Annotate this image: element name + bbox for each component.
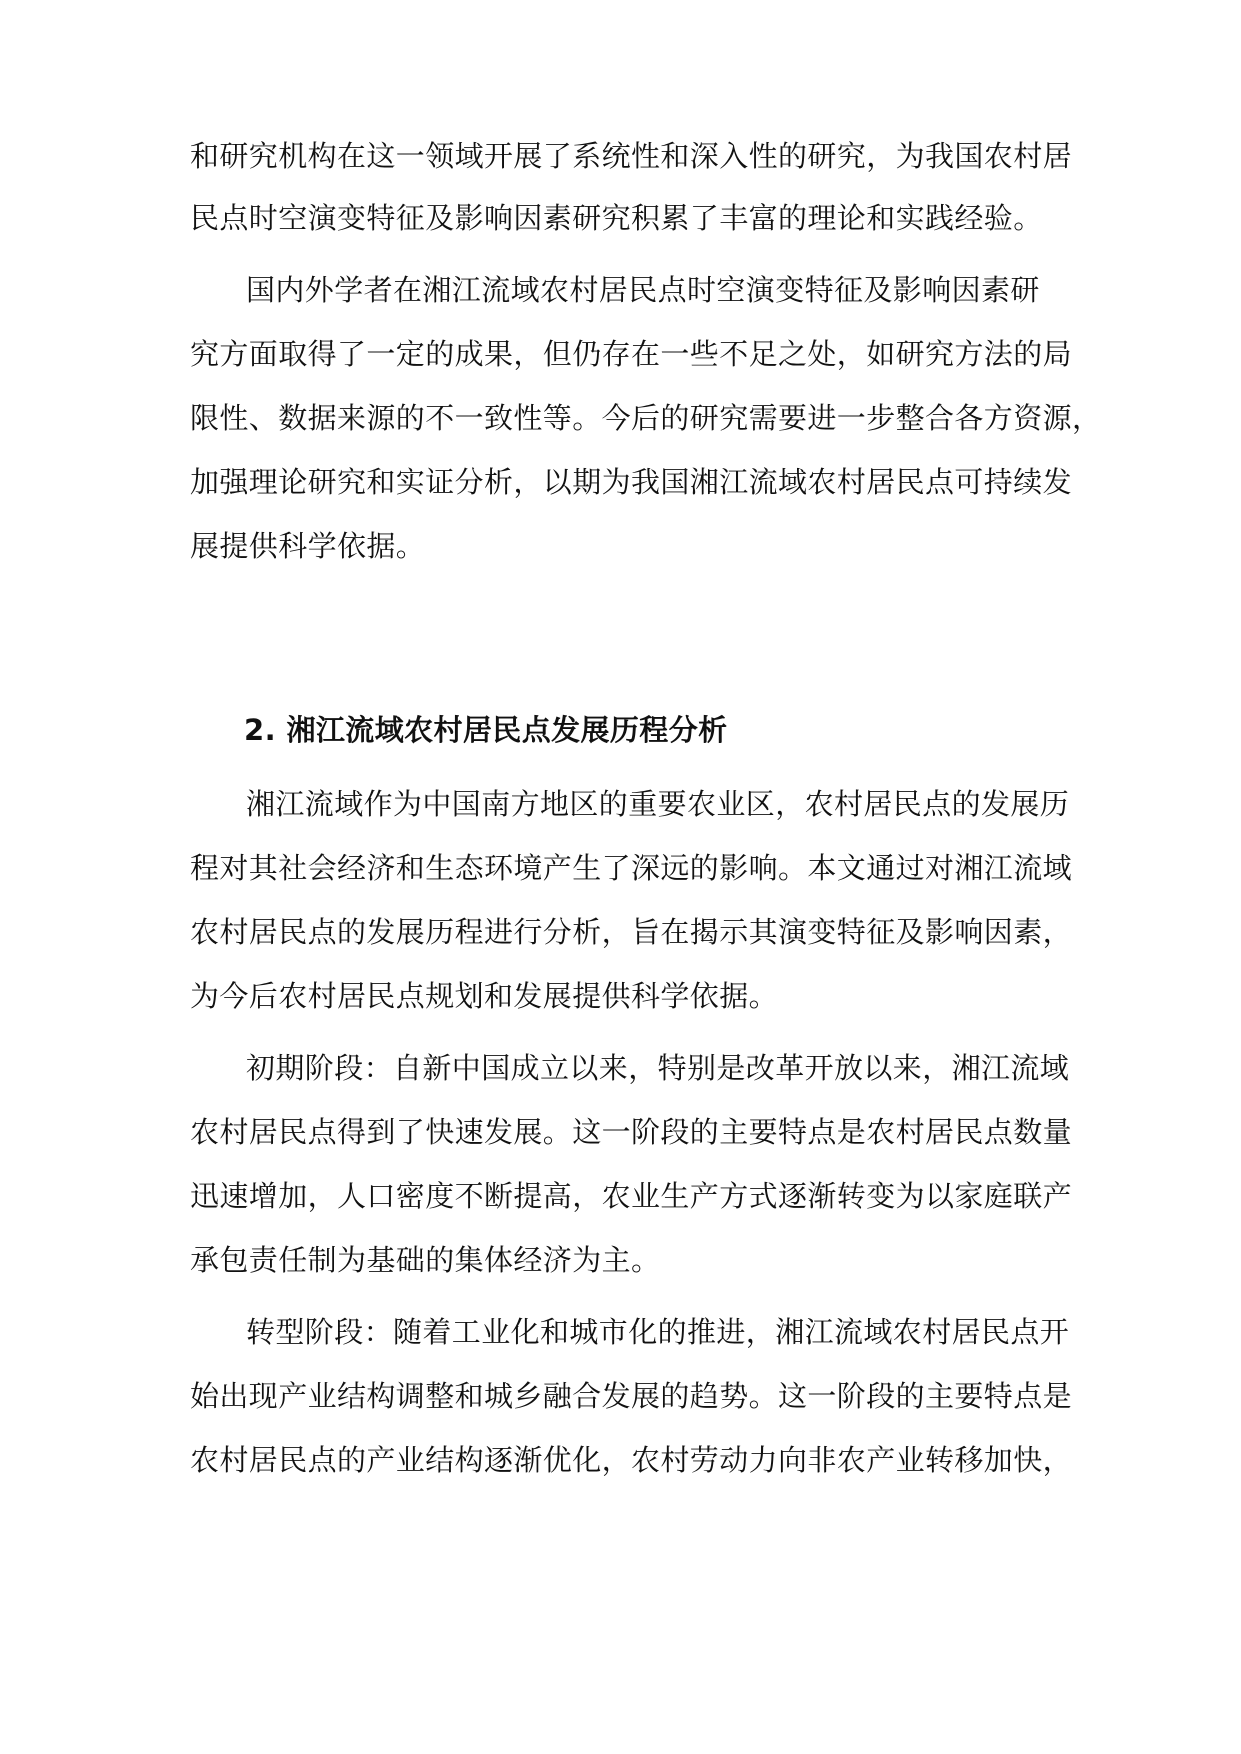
paragraph-4-line-1: 初期阶段：自新中国成立以来，特别是改革开放以来，湘江流域 bbox=[246, 1051, 1070, 1085]
paragraph-5-line-2: 始出现产业结构调整和城乡融合发展的趋势。这一阶段的主要特点是 bbox=[190, 1379, 1073, 1413]
paragraph-1-line-2: 民点时空演变特征及影响因素研究积累了丰富的理论和实践经验。 bbox=[190, 201, 1043, 235]
paragraph-2-line-2: 究方面取得了一定的成果，但仍存在一些不足之处，如研究方法的局 bbox=[190, 337, 1073, 371]
paragraph-5-line-1: 转型阶段：随着工业化和城市化的推进，湘江流域农村居民点开 bbox=[246, 1315, 1070, 1349]
paragraph-3-line-3: 农村居民点的发展历程进行分析，旨在揭示其演变特征及影响因素， bbox=[190, 915, 1073, 949]
paragraph-4-line-2: 农村居民点得到了快速发展。这一阶段的主要特点是农村居民点数量 bbox=[190, 1115, 1073, 1149]
paragraph-4-line-3: 迅速增加，人口密度不断提高，农业生产方式逐渐转变为以家庭联产 bbox=[190, 1179, 1073, 1213]
paragraph-2-line-4: 加强理论研究和实证分析，以期为我国湘江流域农村居民点可持续发 bbox=[190, 465, 1073, 499]
paragraph-2-line-1: 国内外学者在湘江流域农村居民点时空演变特征及影响因素研 bbox=[246, 273, 1040, 307]
paragraph-3-line-2: 程对其社会经济和生态环境产生了深远的影响。本文通过对湘江流域 bbox=[190, 851, 1073, 885]
paragraph-5-line-3: 农村居民点的产业结构逐渐优化，农村劳动力向非农产业转移加快， bbox=[190, 1443, 1073, 1477]
paragraph-3-line-4: 为今后农村居民点规划和发展提供科学依据。 bbox=[190, 979, 779, 1013]
paragraph-1-line-1: 和研究机构在这一领域开展了系统性和深入性的研究，为我国农村居 bbox=[190, 139, 1073, 173]
paragraph-4-line-4: 承包责任制为基础的集体经济为主。 bbox=[190, 1243, 661, 1277]
paragraph-2-line-5: 展提供科学依据。 bbox=[190, 529, 426, 563]
paragraph-3-line-1: 湘江流域作为中国南方地区的重要农业区，农村居民点的发展历 bbox=[246, 787, 1070, 821]
section-heading: 2. 湘江流域农村居民点发展历程分析 bbox=[244, 713, 728, 747]
paragraph-2-line-3: 限性、数据来源的不一致性等。今后的研究需要进一步整合各方资源， bbox=[190, 401, 1102, 435]
